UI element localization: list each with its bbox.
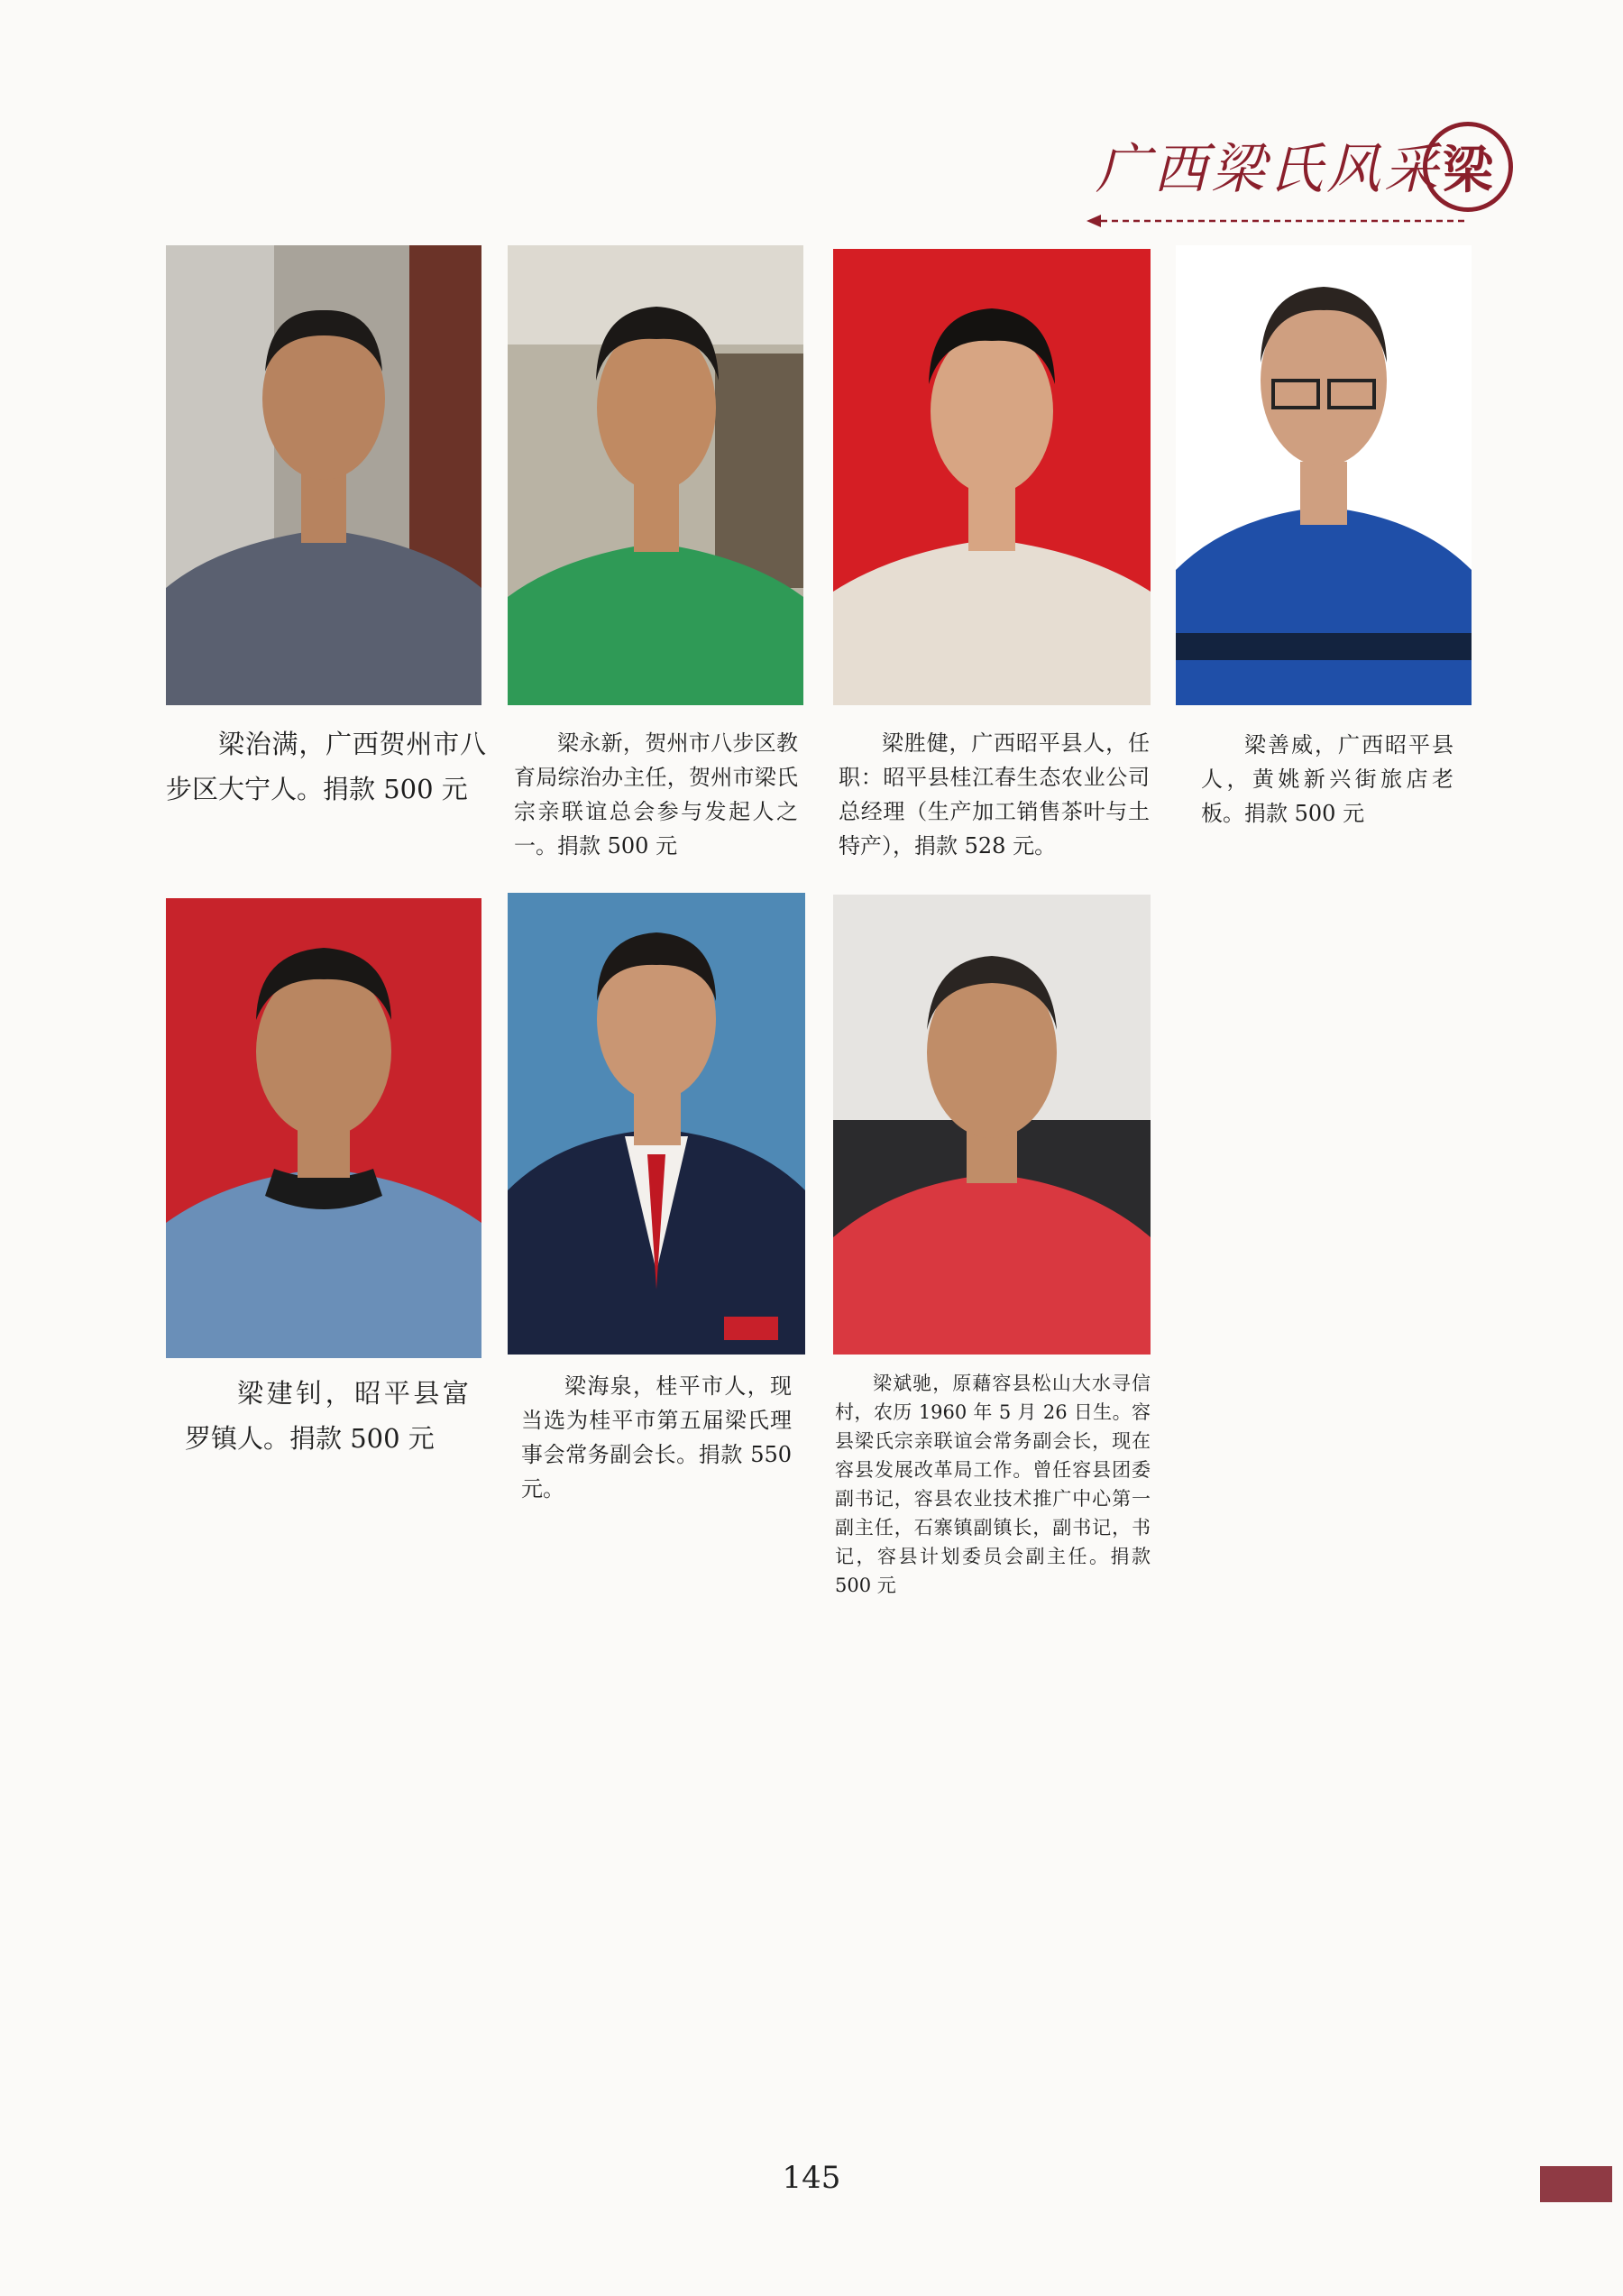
caption-5: 梁建钊，昭平县富罗镇人。捐款 500 元 xyxy=(185,1378,469,1454)
portrait-photo-1 xyxy=(166,245,481,705)
header-arrow-icon xyxy=(1087,215,1465,227)
corner-tab xyxy=(1540,2166,1612,2202)
caption-3: 梁胜健，广西昭平县人，任职：昭平县桂江春生态农业公司总经理（生产加工销售茶叶与土特产），捐款 528 元。 xyxy=(839,730,1150,859)
caption-4: 梁善威，广西昭平县人，黄姚新兴街旅店老板。捐款 500 元 xyxy=(1201,732,1453,826)
portrait-photo-2 xyxy=(508,245,803,705)
section-title: 广西梁氏风采 xyxy=(1096,138,1442,201)
portrait-photo-4 xyxy=(1176,245,1472,705)
portrait-photo-7 xyxy=(833,895,1151,1355)
portrait-photo-3 xyxy=(833,249,1151,705)
caption-6: 梁海泉，桂平市人，现当选为桂平市第五届梁氏理事会常务副会长。捐款 550 元。 xyxy=(521,1373,792,1502)
seal-text: 梁 xyxy=(1443,141,1493,200)
page-number: 145 xyxy=(782,2160,841,2196)
seal-icon xyxy=(1423,122,1513,212)
caption-7: 梁斌驰，原藉容县松山大水寻信村，农历 1960 年 5 月 26 日生。容县梁氏宗亲联谊会常务副会长，现在容县发展改革局工作。曾任容县团委副书记，容县农业技术推广中心第一副主任，石寨镇副镇长，副书记，书记，容县计划委员会副主任。捐款 500 元 xyxy=(835,1373,1151,1596)
portrait-photo-6 xyxy=(508,893,805,1355)
caption-2: 梁永新，贺州市八步区教育局综治办主任，贺州市梁氏宗亲联谊总会参与发起人之一。捐款 500 元 xyxy=(514,730,798,859)
portrait-photo-5 xyxy=(166,898,481,1358)
caption-1: 梁治满，广西贺州市八步区大宁人。捐款 500 元 xyxy=(166,729,486,804)
